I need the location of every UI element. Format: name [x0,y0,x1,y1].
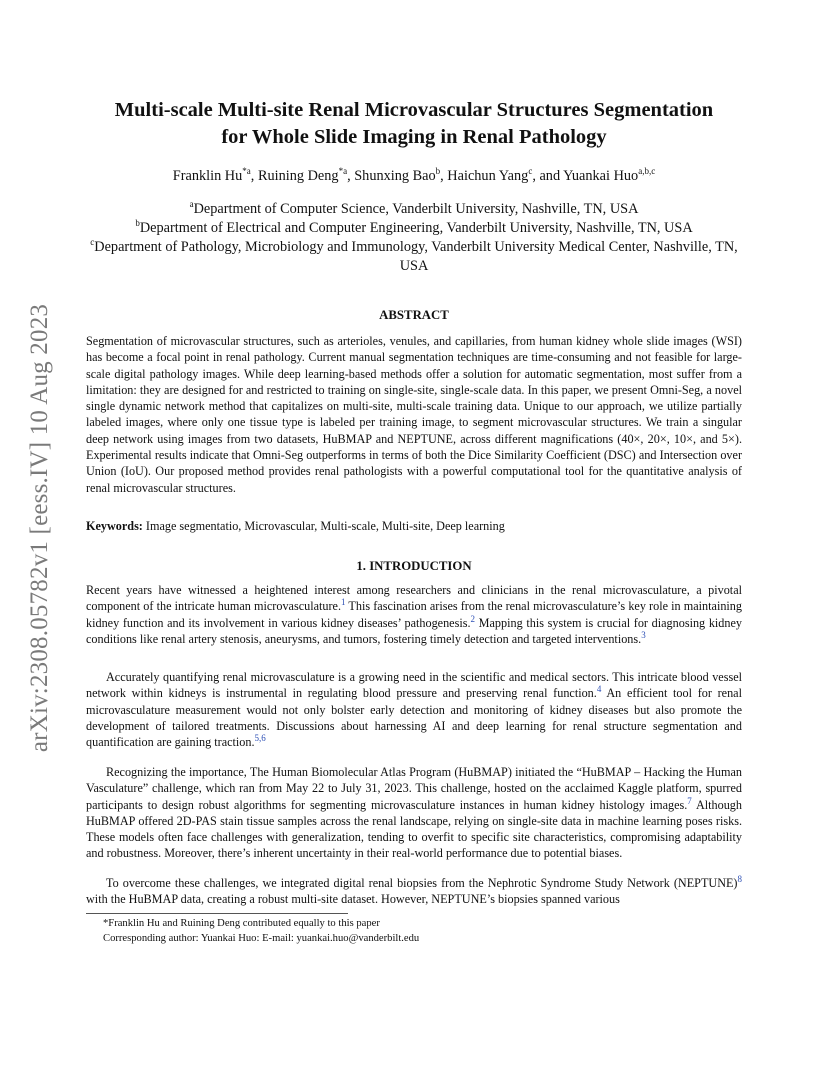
keywords-text: Image segmentatio, Microvascular, Multi-scale, Multi-site, Deep learning [142,519,505,533]
author-2: Ruining Deng$^{*a}$, [257,166,355,184]
citation-link[interactable]: 8 [737,873,742,884]
keywords [86,518,742,534]
author-3: Shunxing Bao$^b$, [354,166,448,184]
affiliation-a: $^a$Department of Computer Science, Vanderbilt University, Nashville, TN, USA [189,199,639,217]
abstract-heading: ABSTRACT [379,308,449,322]
paper-title [80,97,748,151]
author-5: Yuankai Huo$^{a,b,c}$ [563,166,656,184]
affiliation-b: $^b$Department of Electrical and Computer Engineering, Vanderbilt University, Nashville, TN, USA [135,218,693,236]
footnote-equal-contribution: *Franklin Hu and Ruining Deng contributed equally to this paper [103,918,380,929]
abstract-text: Segmentation of microvascular structures, such as arterioles, venules, and capillaries, from human kidney whole slide images (WSI) has become a focal point in renal pathology. Current manual segmentation techniques are time-consuming and not feasible for large-scale digital pathology images. While deep learning-based methods offer a solution for automatic segmentation, most suffer from a limitation: they are designed for and restricted to training on single-site, single-scale data. In this paper, we present Omni-Seg, a novel single dynamic network method that capitalizes on multi-site, multi-scale training data. Unique to our approach, we utilize partially labeled images, where only one tissue type is labeled per training image, to segment microvascular structures. We train a singular deep network using images from two datasets, HuBMAP and NEPTUNE, across different magnifications (40×, 20×, 10×, and 5×). Experimental results indicate that Omni-Seg outperforms in terms of both the Dice Similarity Coefficient (DSC) and Intersection over Union (IoU). Our proposed method provides renal pathologists with a powerful computational tool for the quantitative analysis of renal microvascular structures. [86,334,742,495]
intro-paragraph-2: Accurately quantifying renal microvasculature is a growing need in the scientific and medical sectors. This intricate blood vessel network within kidneys is instrumental in regulating blood pressure and preserving renal function.$^4$ An efficient tool for renal microvasculature measurement would not only bolster early detection and monitoring of kidney diseases but also promote the development of tailored treatments. Discussions about harnessing AI and deep learning for renal structure segmentation and quantification are gaining traction.$^{5,6}$ [86,670,742,750]
arxiv-identifier-stamp [10,282,70,774]
author-1: Franklin Hu$^{*a}$, [172,166,258,184]
affiliation-c: $^c$Department of Pathology, Microbiology and Immunology, Vanderbilt University Medical Center, Nashville, TN, USA [90,237,738,274]
affiliation-list [80,200,748,276]
author-list [80,167,748,186]
citation-link[interactable]: 7 [687,795,692,806]
citation-link[interactable]: 2 [470,613,475,624]
paper-title-line-1: Multi-scale Multi-site Renal Microvascular Structures Segmentation [114,99,714,121]
keywords-label: Keywords: [86,519,143,533]
introduction-heading: 1. INTRODUCTION [356,559,472,573]
author-4: Haichun Yang$^c$, and [447,166,564,184]
arxiv-identifier-text: arXiv:2308.05782v1 [eess.IV] 10 Aug 2023 [26,303,54,753]
intro-paragraph-1: Recent years have witnessed a heightened interest among researchers and clinicians in the renal microvasculature, a pivotal component of the intricate human microvasculature.$^1$ This fascination arises from the renal microvasculature’s key role in maintaining kidney function and its involvement in various kidney diseases’ pathogenesis.$^2$ Mapping this system is crucial for diagnosing kidney conditions like renal artery stenosis, aneurysms, and tumors, fostering timely detection and targeted interventions.$^3$ [86,583,742,646]
paper-title-line-2: for Whole Slide Imaging in Renal Pathology [221,126,607,148]
citation-link[interactable]: 1 [341,597,346,608]
citation-link[interactable]: 4 [596,684,602,695]
citation-link[interactable]: 3 [641,629,646,640]
intro-paragraph-4: To overcome these challenges, we integrated digital renal biopsies from the Nephrotic Syndrome Study Network (NEPTUNE)$^8$ with the HuBMAP data, creating a robust multi-site dataset. However, NEPTUNE’s biopsies spanned various [86,873,742,907]
intro-paragraph-3: Recognizing the importance, The Human Biomolecular Atlas Program (HuBMAP) initiated the “HuBMAP – Hacking the Human Vasculature” challenge, which ran from May 22 to July 31, 2023. This challenge, hosted on the acclaimed Kaggle platform, spurred participants to design robust algorithms for segmenting microvasculature instances in human kidney histology images.$^7$ Although HuBMAP offered 2D-PAS stain tissue samples across the renal landscape, relying on single-site data in machine learning poses risks. These models often face challenges with generalization, tending to overfit to specific site characteristics, compromising adaptability and robustness. Moreover, there’s inherent uncertainty in their real-world performance due to potential biases. [86,765,742,861]
footnote-divider [86,913,348,914]
footnote-corresponding-author: Corresponding author: Yuankai Huo: E-mail: yuankai.huo@vanderbilt.edu [103,933,420,944]
citation-link[interactable]: 5,6 [254,733,266,744]
